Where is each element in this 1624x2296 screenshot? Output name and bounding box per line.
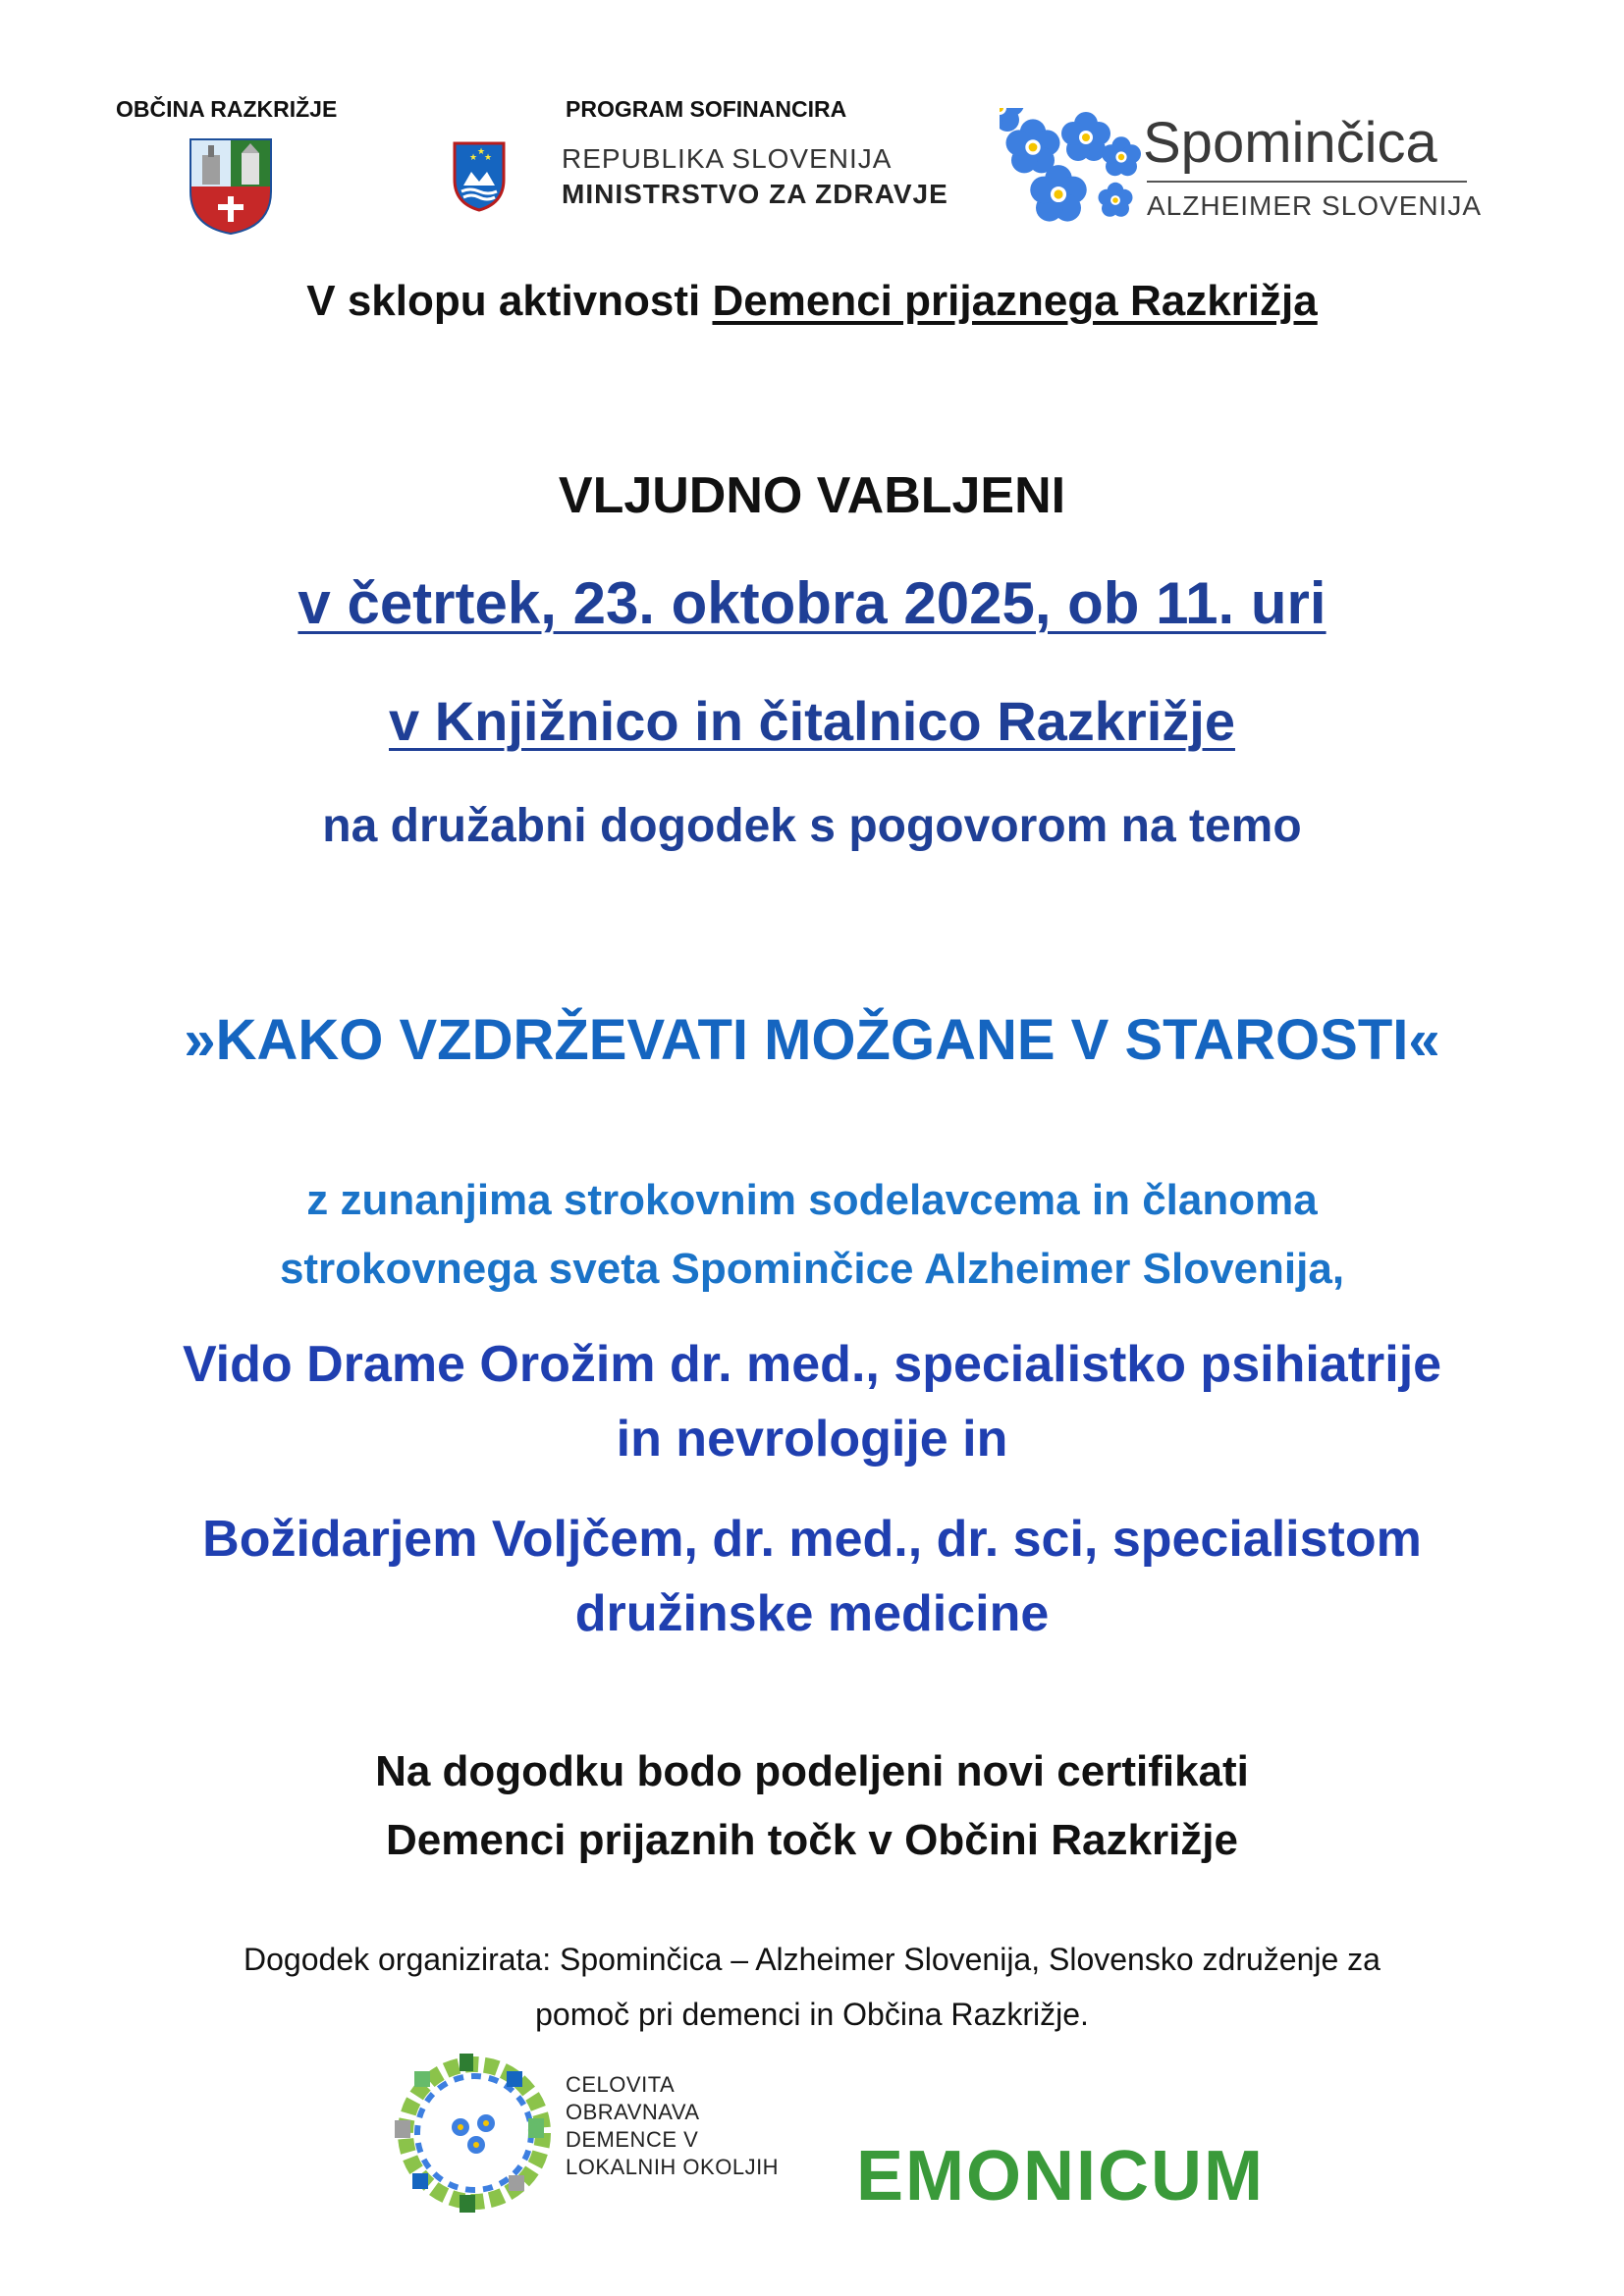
experts-line-1: z zunanjima strokovnim sodelavcema in članoma: [306, 1176, 1318, 1224]
spomincica-sub: ALZHEIMER SLOVENIJA: [1147, 190, 1483, 221]
celovita-text: [566, 2071, 779, 2181]
experts-text: [0, 1166, 1624, 1304]
svg-text:★: ★: [469, 153, 478, 163]
event-date: v četrtek, 23. oktobra 2025, ob 11. uri: [298, 570, 1326, 636]
intro-prefix: V sklopu aktivnosti: [306, 277, 713, 325]
spomincica-divider: [1147, 181, 1467, 183]
svg-text:★: ★: [477, 147, 486, 157]
topic-title: »KAKO VZDRŽEVATI MOŽGANE V STAROSTI«: [184, 1008, 1440, 1072]
emonicum-logo: EMONICUM: [856, 2137, 1265, 2216]
organizers-text: [0, 1932, 1624, 2042]
celovita-line-2: OBRAVNAVA: [566, 2100, 700, 2124]
municipality-coat-of-arms-icon: [189, 137, 273, 236]
organizers-line-1: Dogodek organizirata: Spominčica – Alzheimer Slovenija, Slovensko združenje za: [244, 1942, 1380, 1977]
certificates-line-1: Na dogodku bodo podeljeni novi certifikati: [375, 1747, 1249, 1795]
speaker-1-line-2: in nevrologije in: [616, 1411, 1008, 1468]
ministry-name: [562, 141, 948, 212]
municipality-label: OBČINA RAZKRIŽJE: [116, 96, 338, 122]
speaker-2: [0, 1502, 1624, 1651]
organizers-line-2: pomoč pri demenci in Občina Razkrižje.: [535, 1997, 1089, 2032]
celovita-line-4: LOKALNIH OKOLJIH: [566, 2155, 780, 2179]
ministry-line-2: MINISTRSTVO ZA ZDRAVJE: [562, 179, 948, 209]
intro-underlined: Demenci prijaznega Razkrižja: [712, 277, 1318, 325]
intro-line: [0, 277, 1624, 326]
speaker-1-line-1: Vido Drame Orožim dr. med., specialistko psihiatrije: [182, 1336, 1442, 1393]
celovita-line-3: DEMENCE V: [566, 2127, 699, 2152]
speaker-2-line-2: družinske medicine: [574, 1585, 1050, 1642]
community-circle-icon: [391, 2050, 558, 2216]
speaker-2-line-1: Božidarjem Voljčem, dr. med., dr. sci, specialistom: [202, 1511, 1422, 1568]
ministry-line-1: REPUBLIKA SLOVENIJA: [562, 143, 893, 174]
invitation-heading: VLJUDNO VABLJENI: [558, 467, 1066, 524]
event-description: na družabni dogodek s pogovorom na temo: [322, 800, 1302, 852]
speaker-1: [0, 1327, 1624, 1476]
certificates-text: [0, 1737, 1624, 1875]
svg-text:★: ★: [484, 153, 493, 163]
celovita-line-1: CELOVITA: [566, 2072, 676, 2097]
slovenia-coat-of-arms-icon: [452, 140, 507, 213]
experts-line-2: strokovnega sveta Spominčice Alzheimer Slovenija,: [279, 1245, 1345, 1293]
certificates-line-2: Demenci prijaznih točk v Občini Razkrižje: [385, 1816, 1239, 1864]
program-label: PROGRAM SOFINANCIRA: [566, 96, 847, 122]
event-place: v Knjižnico in čitalnico Razkrižje: [389, 690, 1235, 752]
spomincica-name: Spominčica: [1143, 111, 1437, 175]
forget-me-not-flower-icon: [1000, 108, 1147, 228]
